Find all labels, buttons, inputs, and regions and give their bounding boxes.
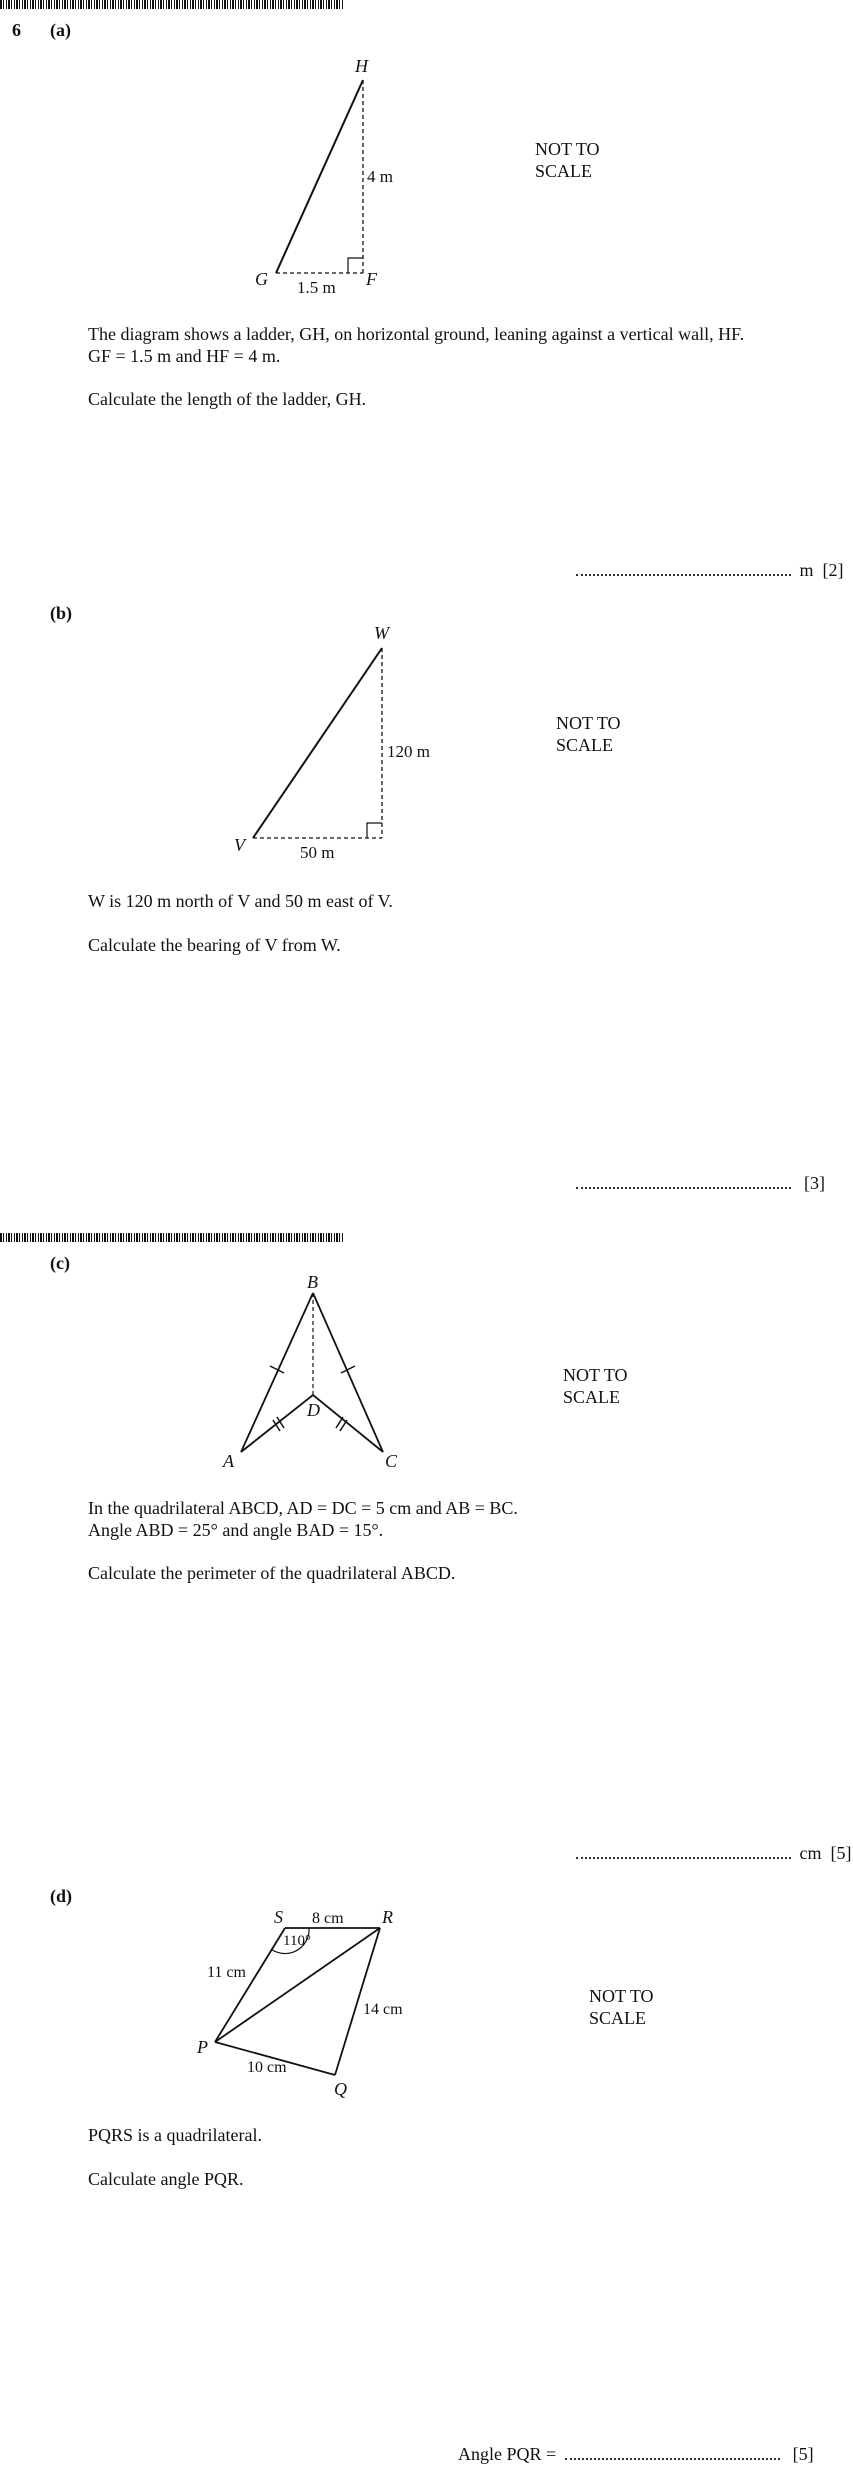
angle-s-label: 110° bbox=[283, 1933, 311, 1949]
vertex-f: F bbox=[366, 269, 377, 289]
double-tick-dc-1 bbox=[336, 1417, 343, 1428]
part-b-text-2: Calculate the bearing of V from W. bbox=[88, 935, 341, 955]
part-d-label: (d) bbox=[50, 1886, 72, 1906]
part-c-not-to-scale: NOT TO SCALE bbox=[563, 1365, 628, 1407]
part-a-diagram bbox=[240, 55, 440, 305]
vertex-p: P bbox=[197, 2037, 208, 2057]
side-dc bbox=[313, 1395, 383, 1452]
part-c-diagram bbox=[215, 1270, 425, 1480]
part-a-not-to-scale: NOT TO SCALE bbox=[535, 139, 600, 181]
right-angle-marker bbox=[367, 823, 382, 838]
part-a-label: (a) bbox=[50, 20, 71, 40]
vertex-b: B bbox=[307, 1272, 318, 1292]
vertex-d: D bbox=[307, 1400, 320, 1420]
vertex-v: V bbox=[234, 835, 245, 855]
part-b-not-to-scale: NOT TO SCALE bbox=[556, 713, 621, 755]
part-b-answer-line: [3] bbox=[572, 1173, 825, 1194]
right-angle-marker bbox=[348, 258, 363, 273]
part-c-text-1: In the quadrilateral ABCD, AD = DC = 5 cm and AB = BC. bbox=[88, 1498, 518, 1518]
side-ps bbox=[215, 1928, 285, 2042]
page-barcode-top bbox=[0, 0, 343, 9]
measure-pq: 10 cm bbox=[247, 2059, 287, 2076]
measure-rq: 14 cm bbox=[363, 2001, 403, 2018]
vertex-a: A bbox=[223, 1451, 234, 1471]
part-a-answer-line: m [2] bbox=[572, 560, 844, 581]
measure-gf: 1.5 m bbox=[297, 278, 336, 297]
ladder-gh bbox=[276, 80, 363, 273]
vertex-r: R bbox=[382, 1907, 393, 1927]
measure-120m: 120 m bbox=[387, 742, 430, 761]
measure-sr: 8 cm bbox=[312, 1910, 344, 1927]
question-number: 6 bbox=[12, 20, 21, 40]
double-tick-dc-2 bbox=[340, 1420, 347, 1431]
side-ab bbox=[241, 1293, 313, 1452]
page-barcode-middle bbox=[0, 1233, 343, 1242]
part-d-text-1: PQRS is a quadrilateral. bbox=[88, 2125, 262, 2145]
part-d-text-2: Calculate angle PQR. bbox=[88, 2169, 244, 2189]
line-vw bbox=[253, 648, 382, 838]
part-b-text-1: W is 120 m north of V and 50 m east of V. bbox=[88, 891, 393, 911]
part-b-diagram bbox=[225, 620, 465, 870]
answer-field-b[interactable] bbox=[576, 1175, 791, 1189]
part-c-text-2: Angle ABD = 25° and angle BAD = 15°. bbox=[88, 1520, 384, 1540]
vertex-s: S bbox=[274, 1907, 283, 1927]
part-a-text-3: Calculate the length of the ladder, GH. bbox=[88, 389, 367, 409]
measure-50m: 50 m bbox=[300, 843, 335, 862]
part-b-label: (b) bbox=[50, 603, 72, 623]
answer-field-c[interactable] bbox=[576, 1845, 791, 1859]
vertex-h: H bbox=[355, 56, 368, 76]
vertex-q: Q bbox=[334, 2079, 347, 2099]
vertex-c: C bbox=[385, 1451, 398, 1471]
measure-hf: 4 m bbox=[367, 167, 393, 186]
vertex-w: W bbox=[374, 623, 389, 643]
answer-field-d[interactable] bbox=[565, 2446, 780, 2460]
part-c-answer-line: cm [5] bbox=[572, 1843, 852, 1864]
part-a-text-1: The diagram shows a ladder, GH, on horizontal ground, leaning against a vertical wall, HF. bbox=[88, 324, 745, 344]
part-c-text-3: Calculate the perimeter of the quadrilateral ABCD. bbox=[88, 1563, 456, 1583]
vertex-g: G bbox=[255, 269, 268, 289]
part-a-text-2: GF = 1.5 m and HF = 4 m. bbox=[88, 346, 281, 366]
part-c-label: (c) bbox=[50, 1253, 70, 1273]
part-d-answer-line: Angle PQR = [5] bbox=[458, 2444, 814, 2464]
part-d-not-to-scale: NOT TO SCALE bbox=[589, 1986, 654, 2028]
side-bc bbox=[313, 1293, 383, 1452]
answer-field-a[interactable] bbox=[576, 562, 791, 576]
part-d-diagram bbox=[190, 1905, 430, 2105]
measure-ps: 11 cm bbox=[207, 1964, 246, 1981]
side-ad bbox=[241, 1395, 313, 1452]
